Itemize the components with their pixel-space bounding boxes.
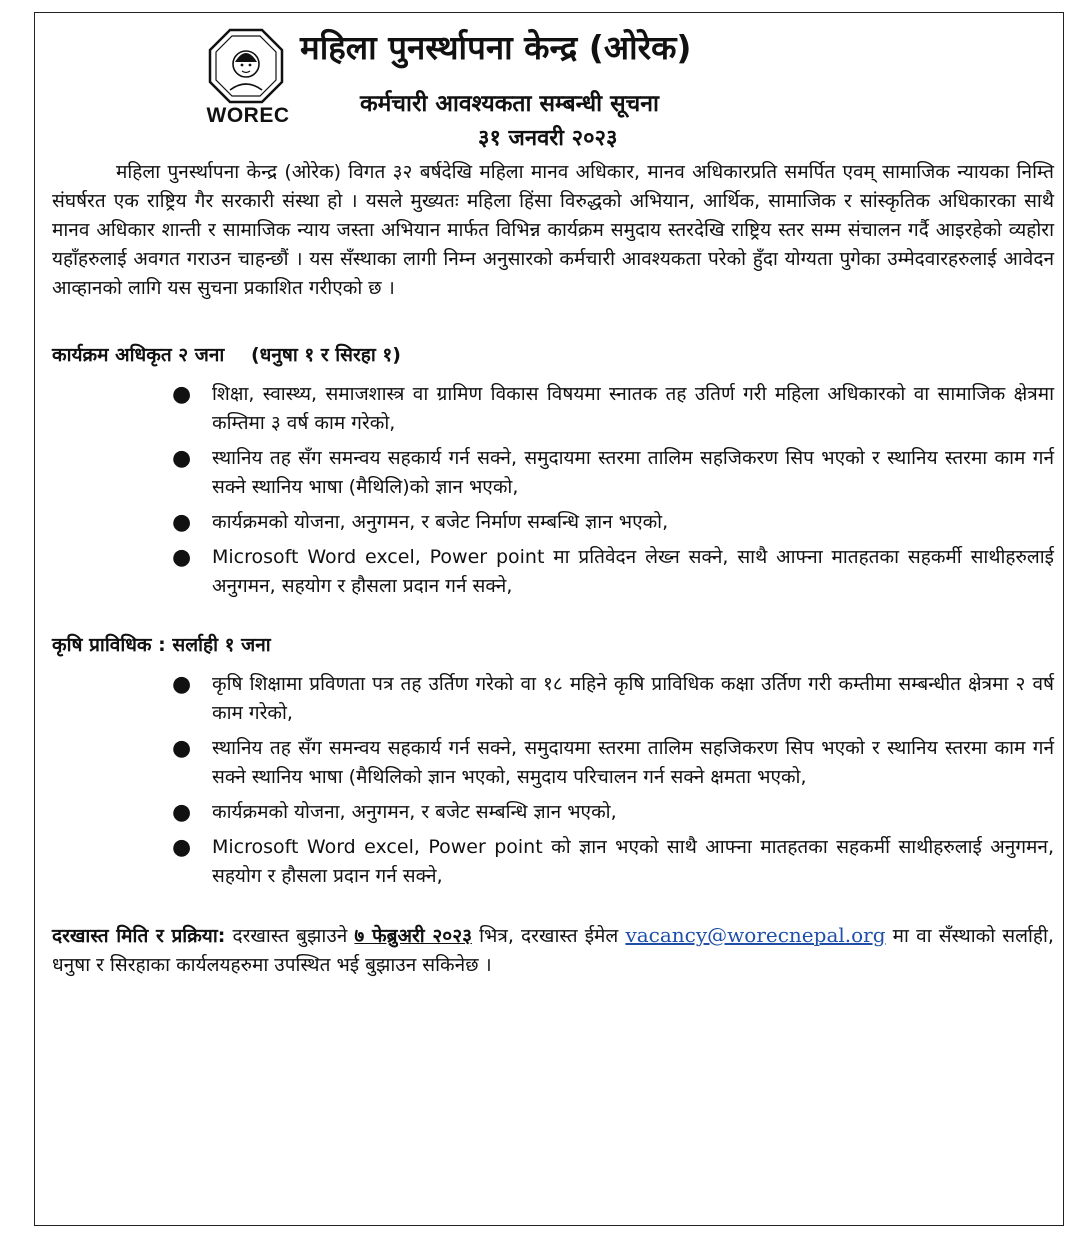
requirement-text: Microsoft Word excel, Power point मा प्रतिवेदन लेख्न सक्ने, साथै आफ्ना मातहतका सहकर्मी साथीहरुलाई अनुगमन, सहयोग र हौसला प्रदान गर्न सक्ने,	[212, 546, 1054, 597]
list-item	[52, 798, 1054, 827]
position-title: कार्यक्रम अधिकृत २ जना	[52, 344, 225, 366]
worec-emblem-icon	[208, 28, 284, 104]
application-text-before: दरखास्त बुझाउने	[232, 925, 348, 947]
list-item	[52, 833, 1054, 891]
bullet-icon: ●	[172, 382, 192, 407]
position-heading-agri-technician	[52, 631, 1054, 660]
requirement-text: कार्यक्रमको योजना, अनुगमन, र बजेट निर्माण सम्बन्धि ज्ञान भएको,	[212, 511, 669, 533]
bullet-icon: ●	[172, 545, 192, 570]
application-text-end: मा वा सँस्थाको सर्लाही, धनुषा र सिरहाका कार्यलयहरुमा उपस्थित भई बुझाउन सकिनेछ ।	[52, 925, 1054, 976]
notice-title: कर्मचारी आवश्यकता सम्बन्धी सूचना	[360, 91, 660, 117]
bullet-icon: ●	[172, 446, 192, 471]
list-item	[52, 543, 1054, 601]
requirement-text: स्थानिय तह सँग समन्वय सहकार्य गर्न सक्ने, समुदायमा स्तरमा तालिम सहजिकरण सिप भएको र स्थानिय स्तरमा काम गर्न सक्ने स्थानिय भाषा (मैथिलि)को ज्ञान भएको,	[212, 447, 1054, 498]
org-title: महिला पुनर्स्थापना केन्द्र (ओरेक)	[300, 28, 692, 67]
list-item	[52, 670, 1054, 728]
notice-body	[52, 158, 1054, 999]
requirements-list-program-officer	[52, 380, 1054, 601]
position-heading-program-officer	[52, 341, 1054, 370]
bullet-icon: ●	[172, 736, 192, 761]
bullet-icon: ●	[172, 835, 192, 860]
requirement-text: कार्यक्रमको योजना, अनुगमन, र बजेट सम्बन्धि ज्ञान भएको,	[212, 801, 617, 823]
list-item	[52, 508, 1054, 537]
bullet-icon: ●	[172, 672, 192, 697]
bullet-icon: ●	[172, 510, 192, 535]
requirement-text: शिक्षा, स्वास्थ्य, समाजशास्त्र वा ग्रामिण विकास विषयमा स्नातक तह उतिर्ण गरी महिला अधिकारको वा सामाजिक क्षेत्रमा कम्तिमा ३ वर्ष काम गरेको,	[212, 383, 1054, 434]
application-paragraph	[52, 921, 1054, 980]
requirement-text: Microsoft Word excel, Power point को ज्ञान भएको साथै आफ्ना मातहतका सहकर्मी साथीहरुलाई अनुगमन, सहयोग र हौसला प्रदान गर्न सक्ने,	[212, 836, 1054, 887]
requirement-text: कृषि शिक्षामा प्रविणता पत्र तह उर्तिण गरेको वा १८ महिने कृषि प्राविधिक कक्षा उर्तिण गरी कम्तीमा सम्बन्धीत क्षेत्रमा २ वर्ष काम गरेको,	[212, 673, 1054, 724]
email-link[interactable]: vacancy@worecnepal.org	[625, 923, 886, 947]
list-item	[52, 734, 1054, 792]
list-item	[52, 444, 1054, 502]
notice-date: ३१ जनवरी २०२३	[478, 126, 618, 151]
bullet-icon: ●	[172, 800, 192, 825]
application-label: दरखास्त मिति र प्रक्रिया:	[52, 925, 226, 947]
logo-label: WOREC	[206, 104, 290, 127]
position-region: (धनुषा १ र सिरहा १)	[250, 344, 401, 366]
requirements-list-agri-technician	[52, 670, 1054, 891]
position-title: कृषि प्राविधिक : सर्लाही १ जना	[52, 634, 271, 656]
requirement-text: स्थानिय तह सँग समन्वय सहकार्य गर्न सक्ने, समुदायमा स्तरमा तालिम सहजिकरण सिप भएको र स्थानिय स्तरमा काम गर्न सक्ने स्थानिय भाषा (मैथिलिको ज्ञान भएको, समुदाय परिचालन गर्न सक्ने क्षमता भएको,	[212, 737, 1054, 788]
intro-paragraph: महिला पुनर्स्थापना केन्द्र (ओरेक) विगत ३२ बर्षदेखि महिला मानव अधिकार, मानव अधिकारप्रति समर्पित एवम् सामाजिक न्यायका निम्ति संघर्षरत एक राष्ट्रिय गैर सरकारी संस्था हो । यसले मुख्यतः महिला हिंसा विरुद्धको अभियान, आर्थिक, सामाजिक र सांस्कृतिक अधिकारका साथै मानव अधिकार शान्ती र सामाजिक न्याय जस्ता अभियान मार्फत विभिन्न कार्यक्रम समुदाय स्तरदेखि राष्ट्रिय स्तर सम्म संचालन गर्दै आइरहेको व्यहोरा यहाँहरुलाई अवगत गराउन चाहन्छौं । यस सँस्थाका लागी निम्न अनुसारको कर्मचारी आवश्यकता परेको हुँदा योग्यता पुगेका उम्मेदवारहरुलाई आवेदन आव्हानको लागि यस सुचना प्रकाशित गरीएको छ ।	[52, 161, 1054, 299]
application-deadline: ७ फेब्रुअरी २०२३	[354, 925, 472, 947]
application-text-after: भित्र, दरखास्त ईमेल	[479, 925, 619, 947]
worec-logo	[198, 28, 294, 127]
list-item	[52, 380, 1054, 438]
